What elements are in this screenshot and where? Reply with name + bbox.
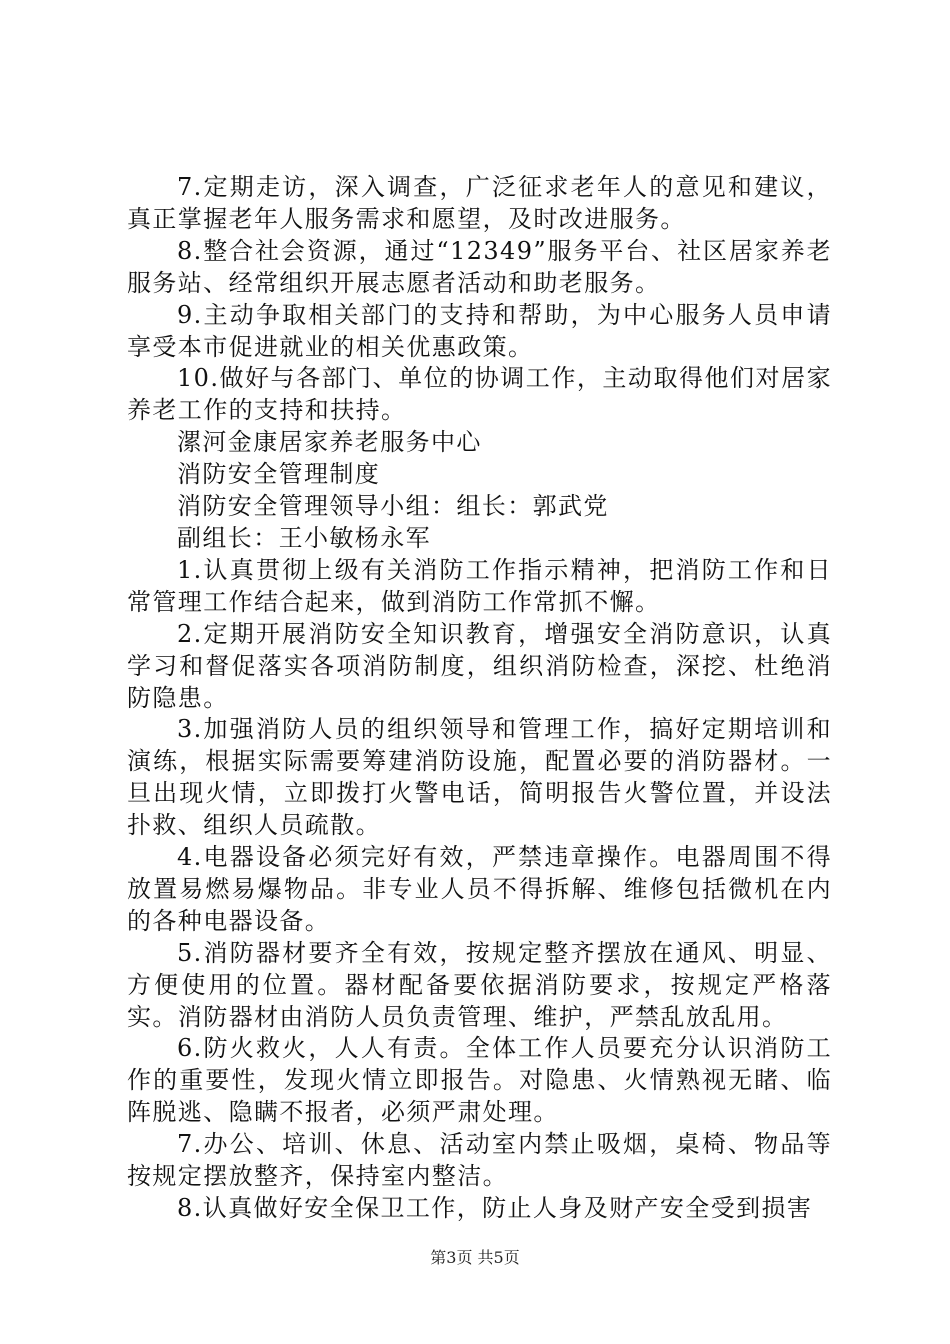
paragraph: 8.认真做好安全保卫工作，防止人身及财产安全受到损害 — [177, 1194, 813, 1222]
paragraph: 2.定期开展消防安全知识教育，增强安全消防意识，认真学习和督促落实各项消防制度，组织消防检查，深挖、杜绝消防隐患。 — [127, 619, 832, 712]
organization-name: 漯河金康居家养老服务中心 — [177, 428, 482, 457]
page-number-footer: 第3页 共5页 — [430, 1248, 520, 1267]
paragraph: 9.主动争取相关部门的支持和帮助，为中心服务人员申请享受本市促进就业的相关优惠政策。 — [127, 300, 832, 361]
paragraph: 10.做好与各部门、单位的协调工作，主动取得他们对居家养老工作的支持和扶持。 — [127, 364, 832, 425]
paragraph: 3.加强消防人员的组织领导和管理工作，搞好定期培训和演练，根据实际需要筹建消防设施，配置必要的消防器材。一旦出现火情，立即拨打火警电话，简明报告火警位置，并设法扑救、组织人员疏散。 — [127, 715, 832, 840]
paragraph: 8.整合社会资源，通过“12349”服务平台、社区居家养老服务站、经常组织开展志愿者活动和助老服务。 — [127, 236, 832, 297]
deputy-leaders: 副组长：王小敏杨永军 — [177, 523, 431, 552]
paragraph: 1.认真贯彻上级有关消防工作指示精神，把消防工作和日常管理工作结合起来，做到消防工作常抓不懈。 — [127, 555, 832, 616]
paragraph: 5.消防器材要齐全有效，按规定整齐摆放在通风、明显、方便使用的位置。器材配备要依据消防要求，按规定严格落实。消防器材由消防人员负责管理、维护，严禁乱放乱用。 — [127, 938, 832, 1031]
paragraph: 4.电器设备必须完好有效，严禁违章操作。电器周围不得放置易燃易爆物品。非专业人员不得拆解、维修包括微机在内的各种电器设备。 — [127, 843, 832, 935]
paragraph: 7.定期走访，深入调查，广泛征求老年人的意见和建议，真正掌握老年人服务需求和愿望，及时改进服务。 — [127, 173, 832, 233]
leadership-group: 消防安全管理领导小组：组长：郭武党 — [177, 492, 609, 521]
paragraph: 6.防火救火，人人有责。全体工作人员要充分认识消防工作的重要性，发现火情立即报告。对隐患、火情熟视无睹、临阵脱逃、隐瞒不报者，必须严肃处理。 — [127, 1034, 832, 1127]
section-title: 消防安全管理制度 — [177, 460, 381, 489]
document-body — [127, 172, 832, 1225]
paragraph: 7.办公、培训、休息、活动室内禁止吸烟，桌椅、物品等按规定摆放整齐，保持室内整洁。 — [127, 1130, 832, 1191]
